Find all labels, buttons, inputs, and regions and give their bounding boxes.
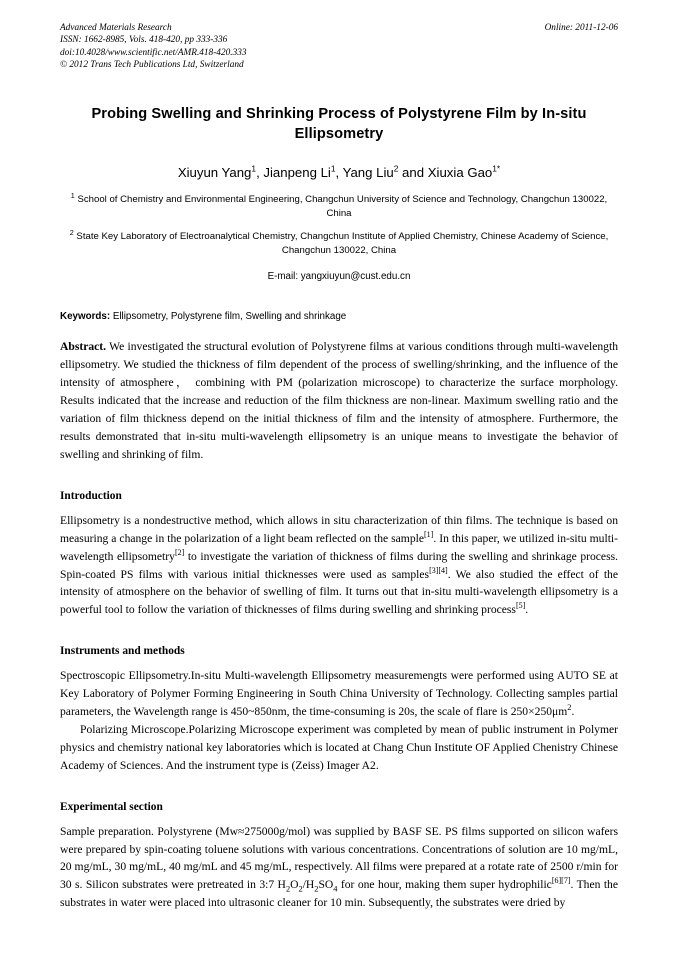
abstract-block [60,338,618,463]
author-separator: , [256,164,264,180]
author-affiliation-marker: 2 [393,163,399,174]
abstract-label: Abstract. [60,340,107,354]
affiliation-marker: 1 [70,190,75,200]
affiliation-list [60,190,618,259]
journal-issn-line: ISSN: 1662-8985, Vols. 418-420, pp 333-336 [60,35,228,46]
section-container [60,489,618,912]
journal-masthead [60,22,618,72]
keywords-line [60,310,618,324]
author-affiliation-marker: 1 [330,163,336,174]
page-content [60,22,618,912]
journal-doi-line: doi:10.4028/www.scientific.net/AMR.418-420.333 [60,47,247,58]
section-paragraph: Spectroscopic Ellipsometry.In-situ Multi-wavelength Ellipsometry measuremengts were performed using AUTO SE at Key Laboratory of Polymer Forming Engineering in South China University of Technology. Collecting samples partial parameters, the Wavelength range is 450~850nm, the time-consuming is 20s, the scale of flare is $250\times 250\mu m^2$. [60,669,618,719]
author-list [60,164,618,182]
corresponding-email: E-mail: yangxiuyun@cust.edu.cn [267,271,411,283]
citation-reference[interactable]: [5] [515,601,526,611]
chemical-subscript: 4 [333,884,338,894]
author-name: Yang Liu [342,164,394,180]
unit-superscript: 2 [567,703,572,713]
section-paragraph: Ellipsometry is a nondestructive method, which allows in situ characterization of thin films. The technique is based on measuring a change in the polarization of a light beam reflected on the sample[1]. In this paper, we utilized in-situ multi-wavelength ellipsometry[2] to investigate the variation of thickness of films during the swelling and shrinkage process. Spin-coated PS films with various initial thicknesses were used as samples[3][4]. We also studied the effect of the intensity of atmosphere on the behavior of swelling of film. It turns out that in-situ multi-wavelength ellipsometry is a powerful tool to follow the variation of thicknesses of films during swelling and shrinking process[5]. [60,513,618,617]
affiliation-marker: 2 [69,227,74,237]
affiliation [60,227,618,258]
author-name: Xiuyun Yang [177,164,252,180]
section-paragraph: Sample preparation. Polystyrene (Mw≈275000g/mol) was supplied by BASF SE. PS films supported on silicon wafers were prepared by spin-coating toluene solutions with various concentrations. Concentrations of solution are 10 mg/mL, 20 mg/mL, 30 mg/mL, 40 mg/mL and 45 mg/mL, respectively. All films were prepared at a rotate rate of 2500 r/min for 30 s. Silicon substrates were pretreated in 3:7 $H_2O_2/H_2SO_4$ for one hour, making them super hydrophilic[6][7]. Then the substrates in water were placed into ultrasonic cleaner for 10 min. Subsequently, the substrates were dried by [60,824,618,910]
affiliation-text: School of Chemistry and Environmental Engineering, Changchun University of Science and Technology, Changchun 130022, China [74,193,608,219]
page-title: Probing Swelling and Shrinking Process of Polystyrene Film by In-situ Ellipsometry [91,105,587,142]
journal-name: Advanced Materials Research [60,23,172,33]
section-heading: Introduction [60,489,122,502]
citation-reference[interactable]: [1] [424,529,434,539]
affiliation [60,190,618,221]
masthead-left-block [60,22,460,72]
affiliation-text: State Key Laboratory of Electroanalytical Chemistry, Changchun Institute of Applied Chemistry, Chinese Academy of Science, Changchun 130022, China [73,231,609,257]
author-separator: and [398,164,428,180]
journal-copyright-line: © 2012 Trans Tech Publications Ltd, Switzerland [60,60,244,71]
keywords-label: Keywords: [60,311,111,323]
section-paragraph: Polarizing Microscope.Polarizing Microscope experiment was completed by mean of public instrument in Polymer physics and chemistry national key laboratories which is located at Chang Chun Institute OF Applied Chenistry Chinese Academy of Sciences. And the instrument type is (Zeiss) Imager A2. [60,722,618,772]
chemical-subscript: 2 [285,884,291,894]
author-separator: , [335,164,343,180]
online-date: Online: 2011-12-06 [544,23,618,33]
author-affiliation-marker: 1 [251,163,257,174]
citation-reference[interactable]: [2] [174,547,185,557]
abstract-text: We investigated the structural evolution of Polystyrene films at various conditions through multi-wavelength ellipsometry. We studied the thickness of film dependent of the process of swelling/shrinking, and the influence of the intensity of atmosphere， combining with PM (polarization microscope) to characterize the surface morphology. Results indicated that the increase and reduction of the film thickness are non-linear. Maximum swelling ratio and the variation of film thickness depend on the initial thickness of film and the intensity of atmosphere. Furthermore, the results demonstrated that in-situ multi-wavelength ellipsometry is an unique means to investigate the behavior of swelling and shrinking of film. [60,340,618,461]
author-name: Jianpeng Li [263,164,331,180]
citation-reference[interactable]: [3][4] [429,565,448,575]
citation-reference[interactable]: [6][7] [551,876,571,886]
author-affiliation-marker: 1* [492,163,501,174]
section-heading: Experimental section [60,800,163,813]
section-heading: Instruments and methods [60,645,185,658]
chemical-subscript: 2 [314,884,319,894]
keywords-value: Ellipsometry, Polystyrene film, Swelling and shrinkage [112,311,347,323]
author-name: Xiuxia Gao [427,164,493,180]
chemical-subscript: 2 [298,884,303,894]
